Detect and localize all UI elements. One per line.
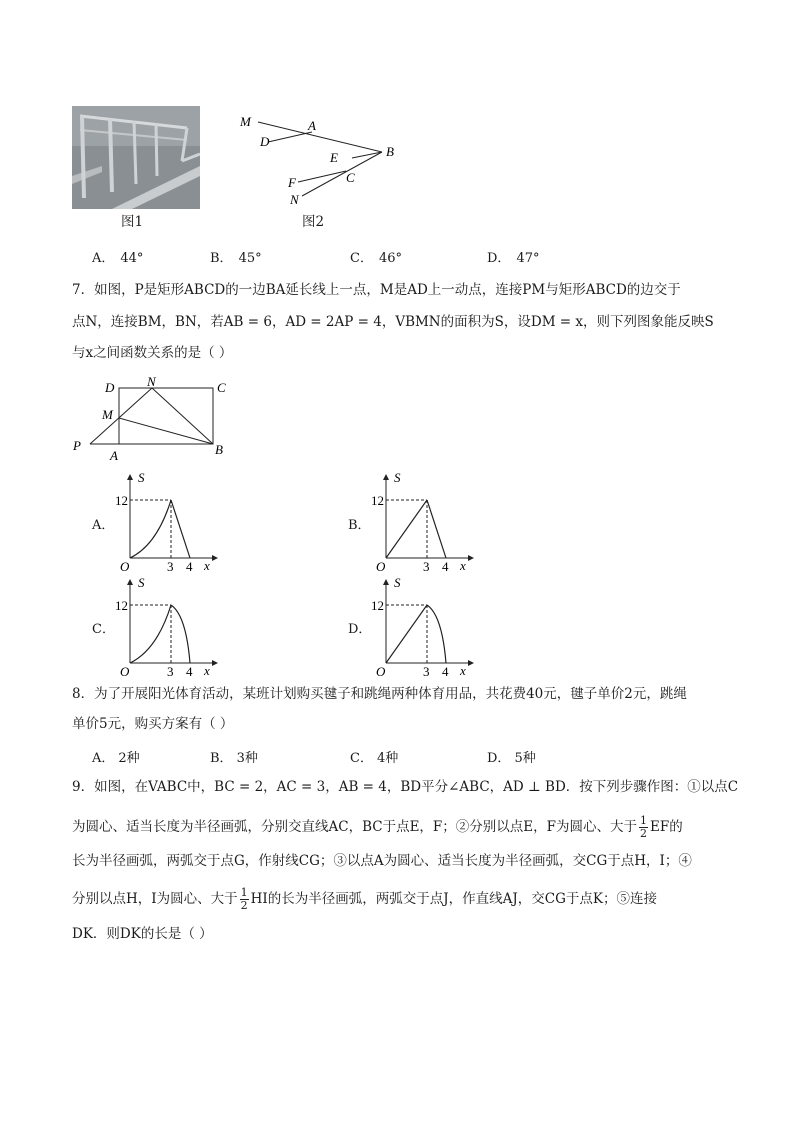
svg-text:3: 3: [423, 664, 430, 679]
q7-label-D: D: [105, 380, 115, 395]
svg-text:12: 12: [371, 598, 384, 613]
svg-text:3: 3: [167, 559, 174, 574]
q7-option-c-letter: C．: [92, 622, 115, 637]
q8-option-d: D． 5种: [487, 751, 536, 766]
svg-text:x: x: [460, 558, 466, 573]
q9-line-5: DK．则DK的长是（ ）: [72, 926, 213, 942]
q6-option-d: D． 47°: [487, 251, 540, 266]
q7-graph-b: [368, 470, 478, 575]
q7-label-N: N: [147, 374, 156, 389]
q9-line-2: 为圆心、适当长度为半径画弧，分别交直线AC，BC于点E，F；②分别以点E，F为圆心、大于 $\frac{1}{2}$ EF的: [72, 814, 683, 840]
figure-1-photo: [72, 106, 200, 209]
svg-text:x: x: [204, 558, 210, 573]
q7-line-1: 7．如图，P是矩形ABCD的一边BA延长线上一点，M是AD上一动点，连接PM与矩形ABCD的边交于: [72, 282, 681, 298]
figure-2-caption: 图2: [302, 214, 325, 230]
svg-text:O: O: [376, 559, 386, 574]
q9-fraction-half-2: $\frac{1}{2}$: [240, 886, 248, 912]
svg-text:4: 4: [186, 559, 193, 574]
svg-text:4: 4: [442, 559, 449, 574]
fig2-label-C: C: [346, 170, 355, 185]
q7-label-A: A: [110, 448, 118, 463]
q9-fraction-half-1: $\frac{1}{2}$: [640, 814, 648, 840]
fig2-label-D: D: [260, 134, 270, 149]
q7-rectangle-figure: [70, 370, 240, 465]
q9-line-4: 分别以点H，I为圆心、大于 $\frac{1}{2}$ HI的长为半径画弧，两弧交于点J，作直线AJ，交CG于点K；⑤连接: [72, 886, 657, 912]
q7-label-P: P: [73, 438, 81, 453]
fig2-label-M: M: [240, 114, 251, 129]
q7-label-C: C: [217, 380, 226, 395]
q7-option-d-letter: D．: [348, 622, 372, 637]
svg-text:12: 12: [371, 493, 384, 508]
q7-option-b-letter: B．: [348, 518, 371, 533]
figure-1-caption: 图1: [121, 214, 144, 230]
q8-line-2: 单价5元，购买方案有（ ）: [72, 716, 234, 732]
svg-text:x: x: [204, 663, 210, 678]
q8-option-b: B． 3种: [210, 751, 258, 766]
q9-line-1: 9．如图，在VABC中，BC = 2，AC = 3，AB = 4，BD平分∠ABC，AD ⊥ BD．按下列步骤作图：①以点C: [72, 779, 739, 795]
fig2-label-N: N: [290, 192, 299, 207]
q7-graph-c: [112, 575, 222, 680]
q8-line-1: 8．为了开展阳光体育活动，某班计划购买毽子和跳绳两种体育用品，共花费40元，毽子单价2元，跳绳: [72, 686, 687, 702]
svg-text:x: x: [460, 663, 466, 678]
figure-2-diagram: [230, 108, 410, 208]
q6-option-b: B． 45°: [210, 251, 262, 266]
q7-label-B: B: [215, 442, 223, 457]
svg-text:4: 4: [186, 664, 193, 679]
svg-text:O: O: [120, 664, 130, 679]
q7-line-2: 点N，连接BM，BN，若AB = 6，AD = 2AP = 4，VBMN的面积为S，设DM = x，则下列图象能反映S: [72, 314, 714, 330]
fig2-label-E: E: [330, 150, 338, 165]
q9-line-3: 长为半径画弧，两弧交于点G，作射线CG；③以点A为圆心、适当长度为半径画弧，交CG于点H，I；④: [72, 853, 692, 869]
svg-text:4: 4: [442, 664, 449, 679]
svg-text:O: O: [376, 664, 386, 679]
q7-label-M: M: [102, 407, 113, 422]
svg-text:3: 3: [167, 664, 174, 679]
fig2-label-A: A: [308, 118, 316, 133]
q6-option-a: A． 44°: [92, 251, 144, 266]
svg-text:O: O: [120, 559, 130, 574]
fig2-label-B: B: [386, 144, 394, 159]
q8-option-c: C． 4种: [350, 751, 399, 766]
svg-text:12: 12: [115, 493, 128, 508]
svg-text:S: S: [138, 470, 145, 485]
svg-text:S: S: [394, 575, 401, 590]
q7-line-3: 与x之间函数关系的是（ ）: [72, 345, 233, 361]
svg-text:3: 3: [423, 559, 430, 574]
q7-graph-a: [112, 470, 222, 575]
q7-graph-d: [368, 575, 478, 680]
svg-text:S: S: [138, 575, 145, 590]
svg-text:12: 12: [115, 598, 128, 613]
svg-text:S: S: [394, 470, 401, 485]
q7-option-a-letter: A．: [92, 518, 115, 533]
fig2-label-F: F: [288, 175, 296, 190]
q8-option-a: A． 2种: [92, 751, 140, 766]
q6-option-c: C． 46°: [350, 251, 402, 266]
